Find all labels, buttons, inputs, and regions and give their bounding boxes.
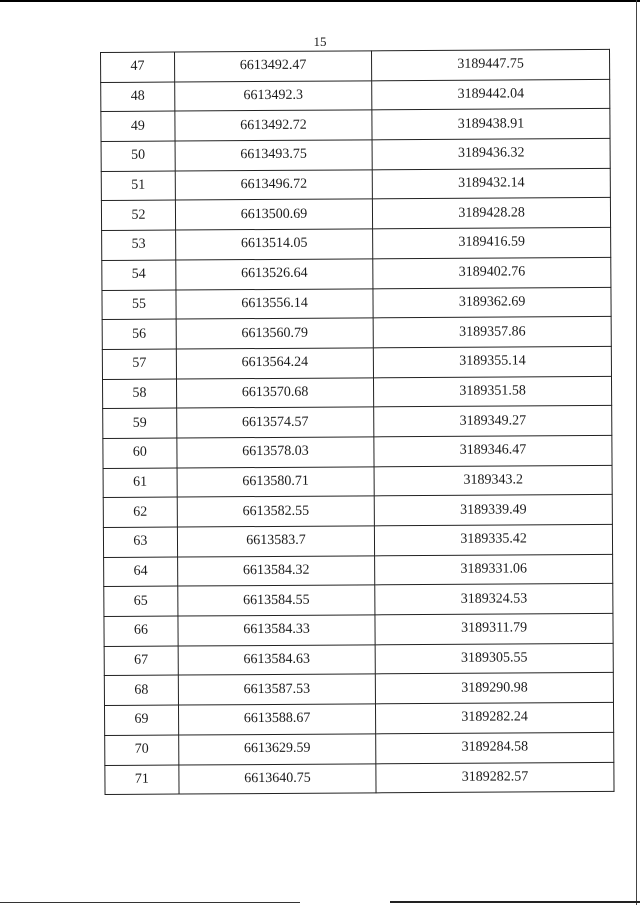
point-number-cell: 61 [103,468,177,498]
x-coordinate-cell: 6613580.71 [177,466,374,497]
y-coordinate-cell: 3189290.98 [375,673,613,704]
y-coordinate-cell: 3189284.58 [376,732,614,763]
x-coordinate-cell: 6613587.53 [178,674,375,705]
page-number: 15 [313,34,327,49]
table-row [103,465,612,498]
table-row [102,317,611,350]
point-number-cell: 47 [101,52,175,82]
y-coordinate-cell: 3189349.27 [374,406,612,437]
y-coordinate-cell: 3189436.32 [372,138,610,169]
y-coordinate-cell: 3189343.2 [374,465,612,496]
point-number-cell: 48 [101,82,175,112]
x-coordinate-cell: 6613640.75 [179,763,376,794]
scan-edge-bottom-left [0,902,300,903]
y-coordinate-cell: 3189324.53 [375,584,613,615]
scan-edge-right [636,0,637,905]
point-number-cell: 69 [104,705,178,735]
table-row [102,346,611,379]
y-coordinate-cell: 3189362.69 [373,287,611,318]
y-coordinate-cell: 3189282.24 [376,703,614,734]
table-row [105,732,614,765]
table-row [102,376,611,409]
table-row [101,168,610,201]
table-row [102,228,611,261]
table-row [104,703,613,736]
point-number-cell: 54 [102,260,176,290]
x-coordinate-cell: 6613584.55 [178,585,375,616]
scan-edge-top [0,0,640,2]
x-coordinate-cell: 6613629.59 [179,734,376,765]
point-number-cell: 59 [103,408,177,438]
point-number-cell: 56 [102,319,176,349]
table-row [101,79,610,112]
point-number-cell: 65 [104,586,178,616]
point-number-cell: 58 [102,379,176,409]
coordinates-table-body [101,49,615,794]
x-coordinate-cell: 6613500.69 [175,199,372,230]
table-row [103,435,612,468]
point-number-cell: 71 [105,765,179,795]
x-coordinate-cell: 6613584.33 [178,615,375,646]
coordinates-table [100,49,615,795]
point-number-cell: 62 [103,497,177,527]
table-row [101,49,610,82]
table-row [101,198,610,231]
y-coordinate-cell: 3189432.14 [372,168,610,199]
table-row [104,554,613,587]
x-coordinate-cell: 6613574.57 [177,407,374,438]
point-number-cell: 63 [103,527,177,557]
scan-edge-bottom-right [390,901,640,903]
y-coordinate-cell: 3189447.75 [372,49,610,80]
x-coordinate-cell: 6613526.64 [176,259,373,290]
x-coordinate-cell: 6613583.7 [177,526,374,557]
table-row [101,109,610,142]
point-number-cell: 49 [101,111,175,141]
x-coordinate-cell: 6613584.63 [178,645,375,676]
x-coordinate-cell: 6613564.24 [176,348,373,379]
x-coordinate-cell: 6613493.75 [175,140,372,171]
point-number-cell: 57 [102,349,176,379]
y-coordinate-cell: 3189351.58 [374,376,612,407]
point-number-cell: 55 [102,290,176,320]
point-number-cell: 50 [101,141,175,171]
x-coordinate-cell: 6613582.55 [177,496,374,527]
table-row [103,406,612,439]
y-coordinate-cell: 3189311.79 [375,613,613,644]
y-coordinate-cell: 3189331.06 [375,554,613,585]
x-coordinate-cell: 6613492.47 [174,51,371,82]
table-row [103,495,612,528]
table-row [104,673,613,706]
point-number-cell: 53 [102,230,176,260]
x-coordinate-cell: 6613492.72 [175,110,372,141]
point-number-cell: 67 [104,646,178,676]
table-row [101,138,610,171]
y-coordinate-cell: 3189416.59 [373,228,611,259]
x-coordinate-cell: 6613560.79 [176,318,373,349]
x-coordinate-cell: 6613588.67 [178,704,375,735]
point-number-cell: 68 [104,675,178,705]
x-coordinate-cell: 6613570.68 [176,377,373,408]
table-row [105,762,614,795]
x-coordinate-cell: 6613578.03 [177,437,374,468]
y-coordinate-cell: 3189355.14 [373,346,611,377]
point-number-cell: 70 [105,735,179,765]
y-coordinate-cell: 3189335.42 [375,524,613,555]
x-coordinate-cell: 6613556.14 [176,288,373,319]
y-coordinate-cell: 3189402.76 [373,257,611,288]
x-coordinate-cell: 6613492.3 [175,81,372,112]
x-coordinate-cell: 6613514.05 [175,229,372,260]
y-coordinate-cell: 3189346.47 [374,435,612,466]
y-coordinate-cell: 3189305.55 [375,643,613,674]
y-coordinate-cell: 3189428.28 [373,198,611,229]
y-coordinate-cell: 3189357.86 [373,317,611,348]
point-number-cell: 64 [104,557,178,587]
x-coordinate-cell: 6613584.32 [177,556,374,587]
y-coordinate-cell: 3189438.91 [372,109,610,140]
point-number-cell: 66 [104,616,178,646]
table-row [102,287,611,320]
point-number-cell: 60 [103,438,177,468]
table-row [102,257,611,290]
y-coordinate-cell: 3189282.57 [376,762,614,793]
point-number-cell: 52 [101,200,175,230]
table-row [104,584,613,617]
table-row [104,613,613,646]
x-coordinate-cell: 6613496.72 [175,170,372,201]
y-coordinate-cell: 3189442.04 [372,79,610,110]
y-coordinate-cell: 3189339.49 [374,495,612,526]
table-row [103,524,612,557]
point-number-cell: 51 [101,171,175,201]
table-row [104,643,613,676]
